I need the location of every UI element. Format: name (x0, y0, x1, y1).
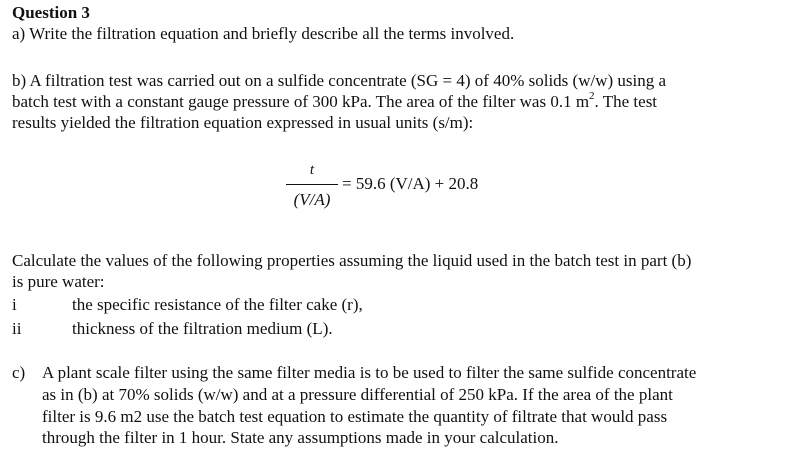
part-c-line-2: as in (b) at 70% solids (w/w) and at a pressure differential of 250 kPa. If the area of the plant (42, 385, 673, 404)
equation-denominator: (V/A) (293, 190, 331, 209)
calc-line-2: is pure water: (12, 272, 105, 291)
item-i-label: i (12, 295, 17, 314)
fraction-bar (286, 184, 338, 185)
part-b-line-1: b) A filtration test was carried out on a sulfide concentrate (SG = 4) of 40% solids (w/w) using a (12, 71, 667, 90)
item-i-text: the specific resistance of the filter cake (r), (72, 295, 363, 314)
part-b-line-2 (12, 91, 657, 112)
part-b-line-2-end: . The test (594, 92, 658, 111)
part-b-line-2-text: batch test with a constant gauge pressure of 300 kPa. The area of the filter was 0.1 m (12, 92, 590, 111)
part-a-text: a) Write the filtration equation and briefly describe all the terms involved. (12, 24, 515, 43)
part-c-line-3: filter is 9.6 m2 use the batch test equation to estimate the quantity of filtrate that would pass (42, 407, 668, 426)
calc-line-1: Calculate the values of the following properties assuming the liquid used in the batch test in part (b) (12, 251, 692, 270)
part-c-line-4: through the filter in 1 hour. State any assumptions made in your calculation. (42, 428, 559, 447)
item-ii-text: thickness of the filtration medium (L). (72, 319, 333, 338)
part-b-line-3: results yielded the filtration equation expressed in usual units (s/m): (12, 113, 474, 132)
question-title: Question 3 (12, 3, 90, 22)
filtration-equation (284, 160, 524, 220)
part-c-line-1: A plant scale filter using the same filter media is to be used to filter the same sulfide concentrate (42, 363, 697, 382)
part-c-label: c) (12, 363, 26, 382)
area-unit-exponent: 2 (589, 90, 595, 103)
equation-rhs: = 59.6 (V/A) + 20.8 (342, 174, 479, 193)
equation-numerator: t (309, 162, 315, 178)
item-ii-label: ii (12, 319, 22, 338)
